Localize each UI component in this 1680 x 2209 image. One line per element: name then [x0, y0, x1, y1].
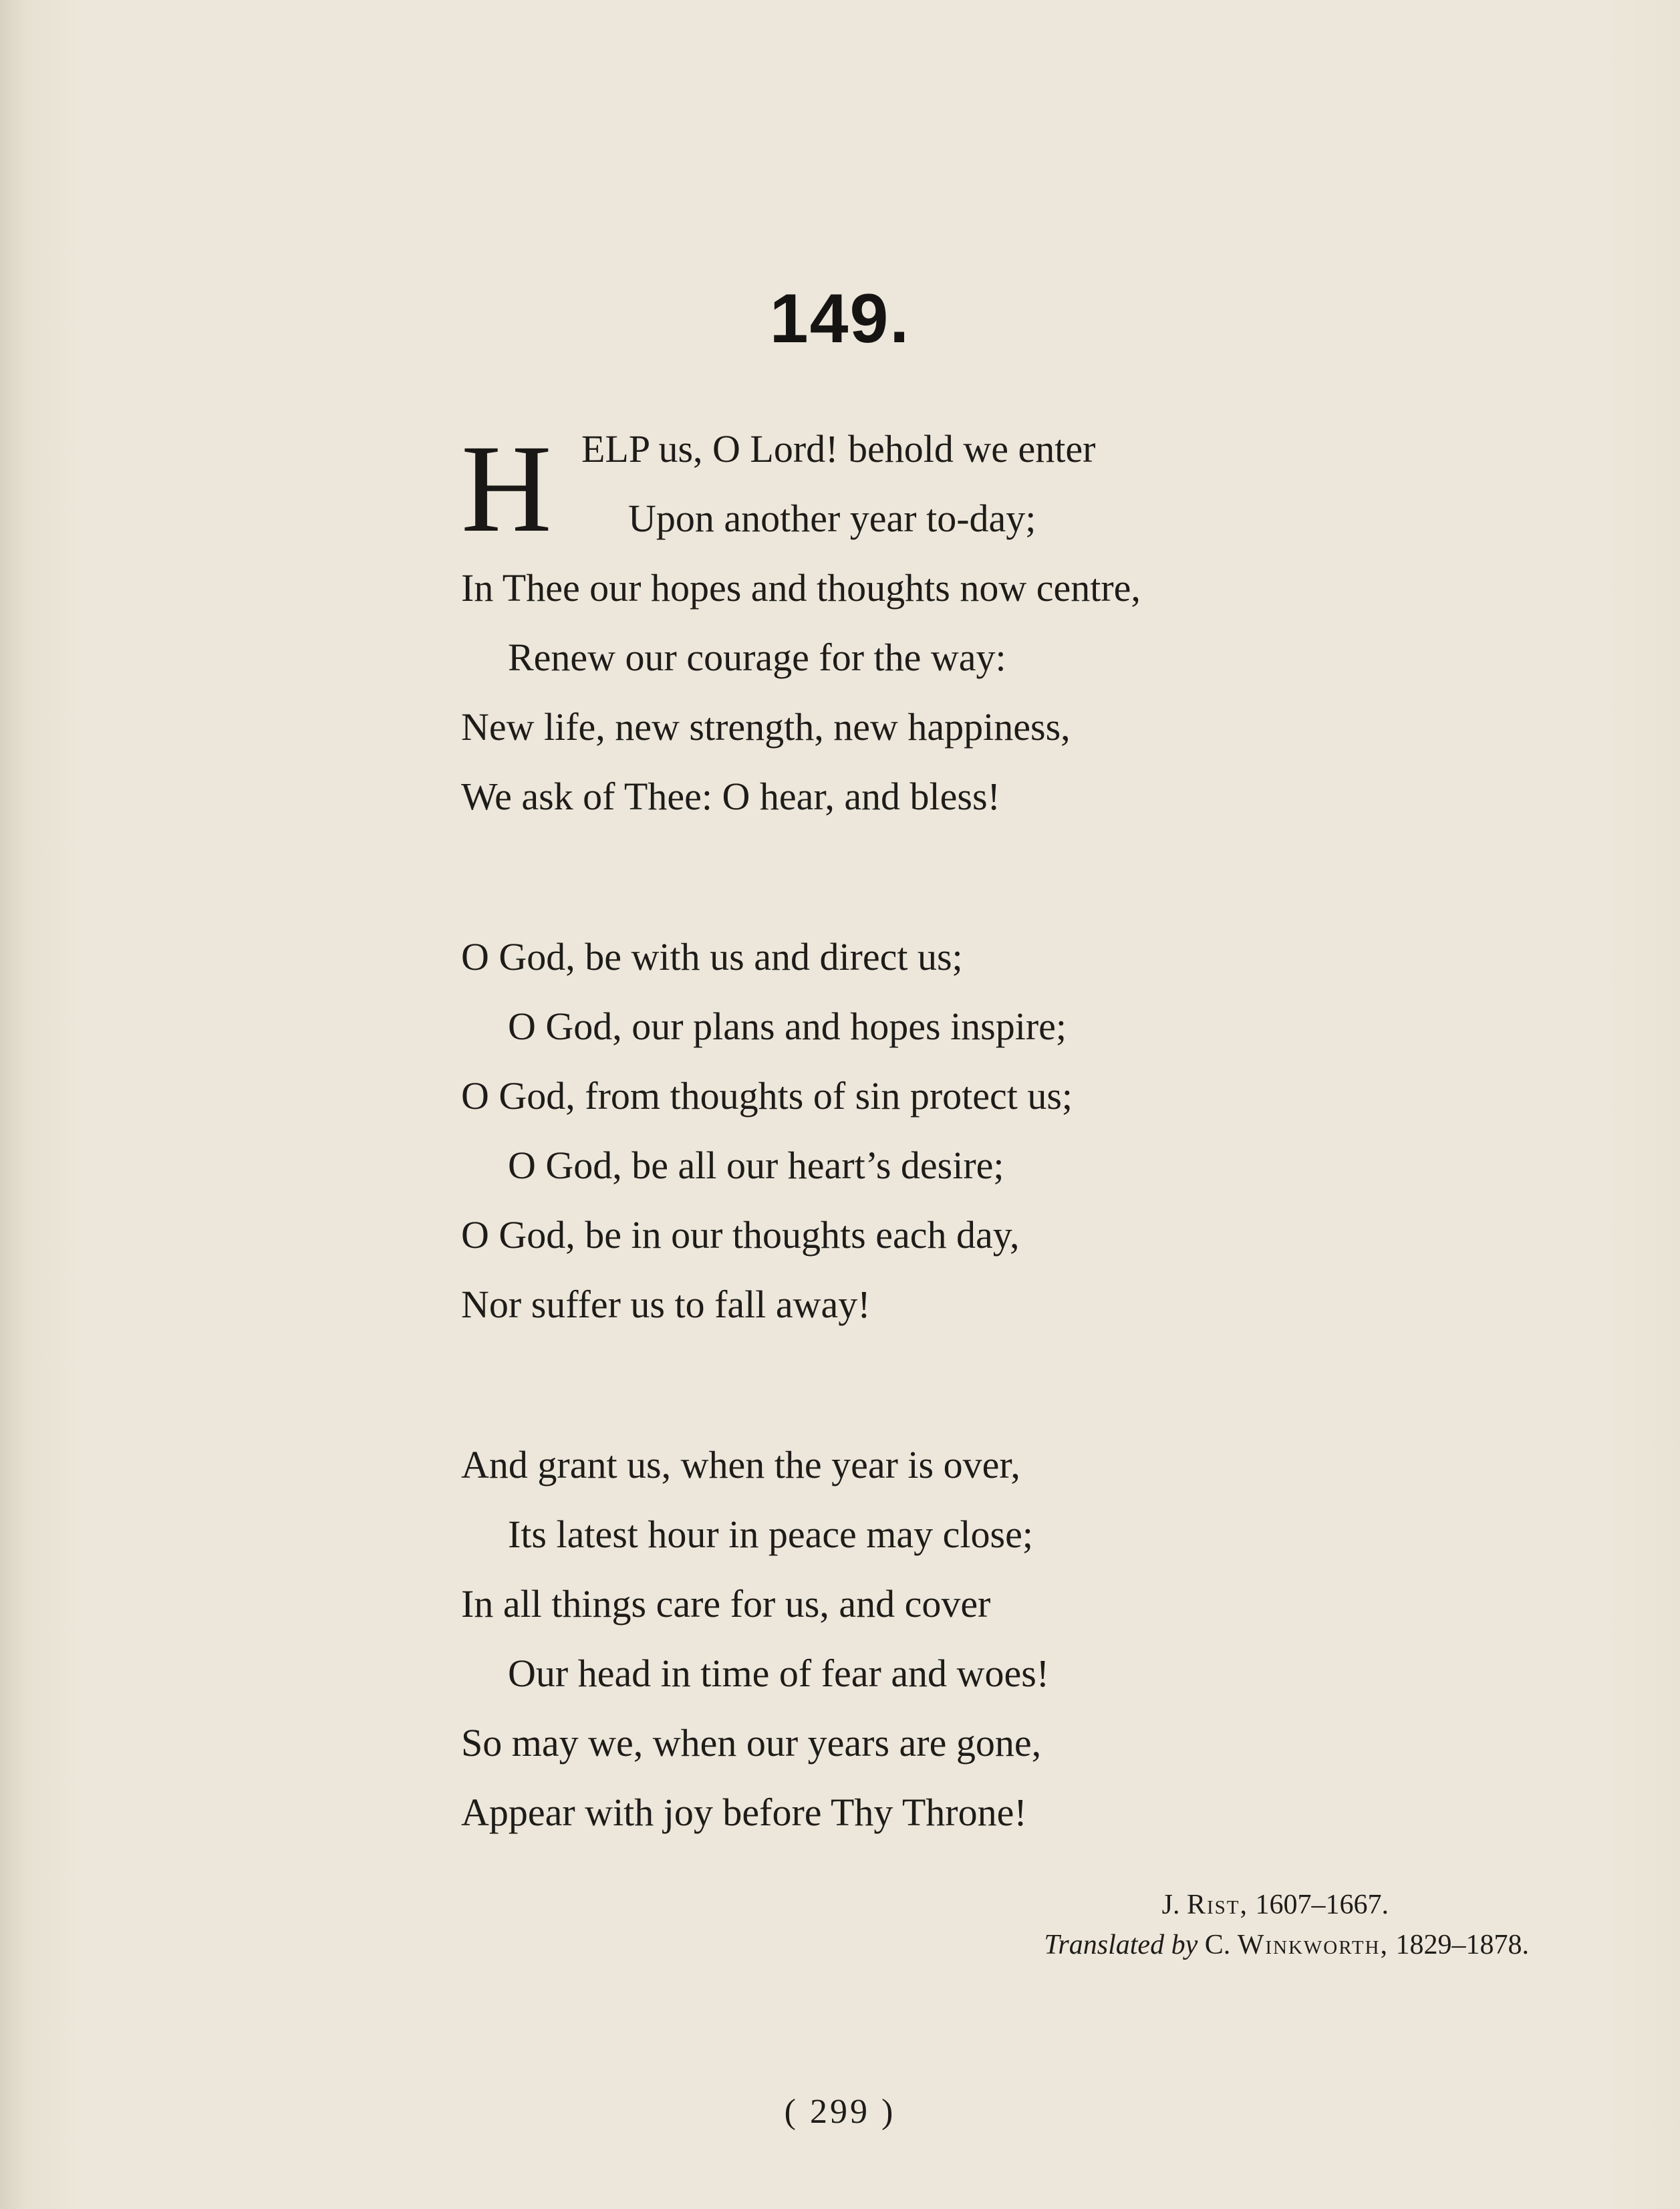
poem-line: New life, new strength, new happiness,	[461, 705, 1071, 749]
poem-line: O God, be with us and direct us;	[461, 935, 963, 979]
poem-line: Renew our courage for the way:	[508, 636, 1006, 679]
translator-name: Winkworth,	[1237, 1930, 1389, 1960]
poem-line: Appear with joy before Thy Throne!	[461, 1791, 1027, 1834]
poem-line: O God, our plans and hopes inspire;	[508, 1005, 1067, 1048]
poem-line: Nor suffer us to fall away!	[461, 1283, 871, 1326]
drop-cap: H	[461, 418, 552, 558]
poem-line: O God, from thoughts of sin protect us;	[461, 1074, 1073, 1118]
poem-line: In all things care for us, and cover	[461, 1582, 991, 1626]
translator-dates: 1829–1878.	[1395, 1930, 1529, 1960]
author-name: Rist,	[1186, 1890, 1248, 1920]
author-credit	[1044, 1885, 1529, 1925]
poem-line: We ask of Thee: O hear, and bless!	[461, 775, 1000, 818]
translator-initial: C.	[1204, 1930, 1231, 1960]
poem-line: And grant us, when the year is over,	[461, 1443, 1020, 1486]
author-dates: 1607–1667.	[1255, 1890, 1389, 1920]
poem-line: Upon another year to-day;	[628, 497, 1036, 540]
hymn-number: 149.	[769, 280, 911, 358]
poem-line: So may we, when our years are gone,	[461, 1721, 1042, 1765]
poem-line: O God, be all our heart’s desire;	[508, 1144, 1004, 1187]
author-initial: J.	[1161, 1890, 1180, 1920]
translated-by-label: Translated by	[1044, 1930, 1198, 1960]
poem-line: In Thee our hopes and thoughts now centre,	[461, 566, 1141, 610]
poem-line: ELP us, O Lord! behold we enter	[581, 427, 1096, 471]
stanza-2	[461, 922, 1597, 1339]
page-number: ( 299 )	[784, 2093, 896, 2131]
attribution	[1044, 1885, 1529, 1965]
poem-line: Our head in time of fear and woes!	[508, 1652, 1050, 1695]
poem-line: Its latest hour in peace may close;	[508, 1513, 1033, 1556]
poem-line: O God, be in our thoughts each day,	[461, 1213, 1020, 1257]
translator-credit	[1044, 1925, 1529, 1965]
stanza-1	[461, 414, 1597, 831]
poem-body	[461, 414, 1597, 1847]
stanza-3	[461, 1430, 1597, 1847]
drop-cap-block	[461, 414, 1597, 558]
